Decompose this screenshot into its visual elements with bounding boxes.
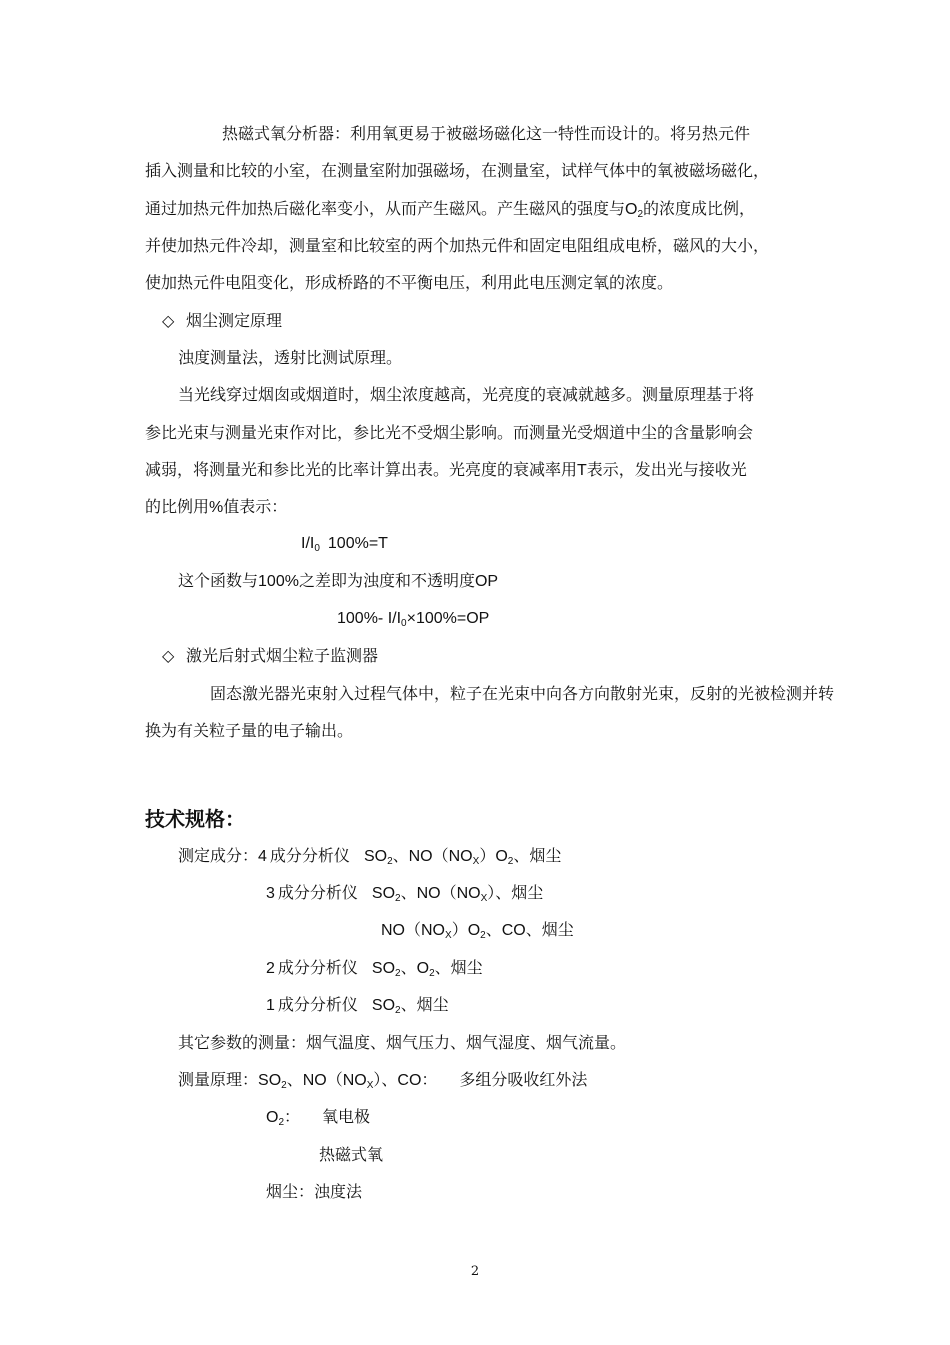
- page-number: 2: [470, 1264, 480, 1279]
- dust-line3: 参比光束与测量光束作对比，参比光不受烟尘影响。而测量光受烟道中尘的含量影响会: [145, 423, 754, 442]
- diamond-bullet-icon: ◇: [162, 311, 175, 330]
- dust-line5: 的比例用%值表示：: [145, 497, 288, 516]
- o2-symbol: $O_2$: [625, 201, 644, 220]
- spec-row-2: 2 成分分析仪 $SO_2$、$O_2$、烟尘: [266, 958, 483, 979]
- para1-line3-a: 通过加热元件加热后磁化率变小，从而产生磁风。产生磁风的强度与: [145, 199, 626, 218]
- spec-row-3: 3 成分分析仪 $SO_2$、$NO(NO_X)$、烟尘: [266, 883, 544, 904]
- para1-line5: 使加热元件电阻变化，形成桥路的不平衡电压，利用此电压测定氧的浓度。: [145, 273, 674, 292]
- para1-line1: 热磁式氧分析器：利用氧更易于被磁场磁化这一特性而设计的。将另热元件: [222, 124, 751, 143]
- para1-line3: [145, 199, 755, 220]
- spec-o2-method2: 热磁式氧: [319, 1145, 384, 1164]
- spec-row-1: 1 成分分析仪 $SO_2$、烟尘: [266, 995, 449, 1016]
- formula-opacity: 100%- $I/I_0\times 100\%=OP$: [337, 610, 490, 629]
- section-laser-title: ◇ 激光后射式烟尘粒子监测器: [162, 646, 379, 665]
- spec-o2: $O_2$： 氧电极: [266, 1107, 371, 1128]
- dust-line4: 减弱，将测量光和参比光的比率计算出表。光亮度的衰减率用T表示，发出光与接收光: [145, 460, 747, 479]
- formula-transmittance: $I/I_0$ 100%=T: [301, 535, 388, 554]
- diamond-bullet-icon: ◇: [162, 646, 175, 665]
- dust-line2: 当光线穿过烟囱或烟道时，烟尘浓度越高，光亮度的衰减就越多。测量原理基于将: [178, 385, 755, 404]
- spec-other-params: 其它参数的测量：烟气温度、烟气压力、烟气湿度、烟气流量。: [178, 1033, 627, 1052]
- dust-line6: 这个函数与100%之差即为浊度和不透明度OP: [178, 571, 499, 590]
- spec-row-4: 测定成分：4 成分分析仪 $SO_2$、$NO(NO_X)O_2$、烟尘: [178, 846, 562, 867]
- para1-line4: 并使加热元件冷却，测量室和比较室的两个加热元件和固定电阻组成电桥，磁风的大小，: [145, 236, 770, 255]
- spec-principle: 测量原理：$SO_2$、$NO(NO_X)$、CO： 多组分吸收红外法: [178, 1070, 588, 1091]
- spec-heading: 技术规格：: [145, 807, 245, 831]
- para1-line2: 插入测量和比较的小室，在测量室附加强磁场，在测量室，试样气体中的氧被磁场磁化，: [145, 161, 770, 180]
- spec-dust: 烟尘：浊度法: [266, 1182, 363, 1201]
- para1-line3-b: 的浓度成比例，: [643, 199, 756, 218]
- section-dust-title: ◇ 烟尘测定原理: [162, 311, 283, 330]
- laser-line1: 固态激光器光束射入过程气体中，粒子在光束中向各方向散射光束，反射的光被检测并转: [210, 684, 835, 703]
- dust-line1: 浊度测量法，透射比测试原理。: [178, 348, 403, 367]
- laser-line2: 换为有关粒子量的电子输出。: [145, 721, 354, 740]
- spec-row-3b: $NO(NO_X)O_2$、CO、烟尘: [381, 922, 574, 941]
